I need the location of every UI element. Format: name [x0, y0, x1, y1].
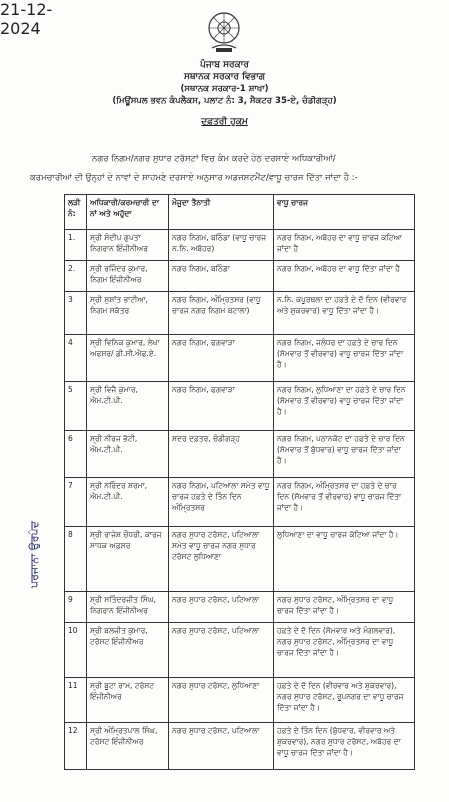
cell-posting: ਨਗਰ ਨਿਗਮ, ਬਠਿੰਡਾ (ਵਾਧੂ ਚਾਰਜ ਨ.ਨਿ. ਅਬੋਹਰ) — [169, 230, 274, 261]
cell-sr: 5 — [65, 382, 87, 431]
header-name-designation: ਅਧਿਕਾਰੀ/ਕਰਮਚਾਰੀ ਦਾ ਨਾਂ ਅਤੇ ਅਹੁੱਦਾ — [87, 195, 169, 230]
table-header-row — [65, 195, 415, 230]
margin-note-date-wrap — [0, 0, 60, 600]
table-row — [65, 478, 415, 527]
cell-charge: ਲੁਧਿਆਣਾ ਦਾ ਵਾਧੂ ਚਾਰਜ ਕੱਟਿਆ ਜਾਂਦਾ ਹੈ। — [274, 527, 415, 592]
cell-sr: 3 — [65, 292, 87, 335]
cell-charge: ਨ.ਨਿ. ਕਪੂਰਥਲਾ ਦਾ ਹਫ਼ਤੇ ਦੇ ਦੋ ਦਿਨ (ਵੀਰਵਾਰ ਅਤੇ ਸ਼ੁਕਰਵਾਰ) ਵਾਧੂ ਦਿੱਤਾ ਜਾਂਦਾ ਹੈ। — [274, 292, 415, 335]
cell-sr: 8 — [65, 527, 87, 592]
cell-posting: ਨਗਰ ਨਿਗਮ, ਫਗਵਾੜਾ — [169, 335, 274, 382]
table-row — [65, 431, 415, 478]
cell-name: ਸ੍ਰੀ ਨਰਿੰਦਰ ਸ਼ਰਮਾ, ਐਮ.ਟੀ.ਪੀ. — [87, 478, 169, 527]
cell-charge: ਨਗਰ ਨਿਗਮ, ਲੁਧਿਆਣਾ ਦਾ ਹਫ਼ਤੇ ਦੇ ਚਾਰ ਦਿਨ (ਸੋਮਵਾਰ ਤੋਂ ਵੀਰਵਾਰ) ਵਾਧੂ ਚਾਰਜ ਦਿੱਤਾ ਜਾਂਦਾ ਹੈ। — [274, 382, 415, 431]
cell-sr: 1. — [65, 230, 87, 261]
header-additional-charge: ਵਾਧੂ ਚਾਰਜ — [274, 195, 415, 230]
cell-charge: ਨਗਰ ਨਿਗਮ, ਪਠਾਨਕੋਟ ਦਾ ਹਫ਼ਤੇ ਦੇ ਚਾਰ ਦਿਨ (ਸੋਮਵਾਰ ਤੋਂ ਬੁੱਧਵਾਰ) ਵਾਧੂ ਚਾਰਜ ਦਿੱਤਾ ਜਾਂਦਾ ਹੈ। — [274, 431, 415, 478]
cell-charge: ਨਗਰ ਨਿਗਮ, ਜਲੰਧਰ ਦਾ ਹਫ਼ਤੇ ਦੇ ਚਾਰ ਦਿਨ (ਸੋਮਵਾਰ ਤੋਂ ਵੀਰਵਾਰ) ਵਾਧੂ ਚਾਰਜ ਦਿੱਤਾ ਜਾਂਦਾ ਹੈ। — [274, 335, 415, 382]
cell-posting: ਨਗਰ ਸੁਧਾਰ ਟਰੱਸਟ, ਪਟਿਆਲਾ ਸਮੇਤ ਵਾਧੂ ਚਾਰਜ ਨਗਰ ਸੁਧਾਰ ਟਰੱਸਟ ਲੁਧਿਆਣਾ — [169, 527, 274, 592]
table-row — [65, 261, 415, 292]
header-line-government: ਪੰਜਾਬ ਸਰਕਾਰ — [200, 60, 249, 70]
order-title — [0, 117, 449, 127]
cell-sr: 11 — [65, 678, 87, 723]
cell-posting: ਨਗਰ ਸੁਧਾਰ ਟਰੱਸਟ, ਲੁਧਿਆਣਾ — [169, 678, 274, 723]
cell-name: ਸ੍ਰੀ ਵਿਜੈ ਕੁਮਾਰ, ਐਮ.ਟੀ.ਪੀ. — [87, 382, 169, 431]
intro-line-2: ਕਰਮਚਾਰੀਆਂ ਦੀ ਉਨ੍ਹਾਂ ਦੇ ਨਾਵਾਂ ਦੇ ਸਾਹਮਣੇ ਦਰਸਾਏ ਅਨੁਸਾਰ ਅਡਜਸਟਮੈਂਟ/ਵਾਧੂ ਚਾਰਜ ਦਿੱਤਾ ਜਾਂਦਾ ਹੈ :- — [30, 173, 358, 183]
table-row — [65, 382, 415, 431]
cell-charge: ਹਫ਼ਤੇ ਦੇ ਦੋ ਦਿਨ (ਸੋਮਵਾਰ ਅਤੇ ਮੰਗਲਵਾਰ), ਨਗਰ ਸੁਧਾਰ ਟਰੱਸਟ, ਅੰਮ੍ਰਿਤਸਰ ਦਾ ਵਾਧੂ ਚਾਰਜ ਦਿੱਤਾ ਜਾਂਦਾ ਹੈ। — [274, 623, 415, 678]
cell-name: ਸ੍ਰੀ ਸੰਦੀਪ ਗੁਪਤਾ ਨਿਗਰਾਨ ਇੰਜੀਨੀਅਰ — [87, 230, 169, 261]
cell-sr: 2. — [65, 261, 87, 292]
cell-charge: ਹਫ਼ਤੇ ਦੇ ਤਿੰਨ ਦਿਨ (ਬੁੱਧਵਾਰ, ਵੀਰਵਾਰ ਅਤੇ ਸ਼ੁਕਰਵਾਰ), ਨਗਰ ਸੁਧਾਰ ਟਰੱਸਟ, ਅਬੋਹਰ ਦਾ ਵਾਧੂ ਚਾਰਜ ਦਿੱਤਾ ਜਾਂਦਾ ਹੈ। — [274, 723, 415, 770]
table-row — [65, 527, 415, 592]
table-row — [65, 292, 415, 335]
cell-sr: 12 — [65, 723, 87, 770]
table-row — [65, 230, 415, 261]
cell-name: ਸ੍ਰੀ ਨੀਰਜ ਭੱਟੀ, ਐਮ.ਟੀ.ਪੀ. — [87, 431, 169, 478]
cell-charge: ਹਫ਼ਤੇ ਦੇ ਦੋ ਦਿਨ (ਵੀਰਵਾਰ ਅਤੇ ਸ਼ੁਕਰਵਾਰ), ਨਗਰ ਸੁਧਾਰ ਟਰੱਸਟ, ਰੂਪਨਗਰ ਦਾ ਵਾਧੂ ਚਾਰਜ ਦਿੱਤਾ ਜਾਂਦਾ ਹੈ। — [274, 678, 415, 723]
cell-charge: ਨਗਰ ਨਿਗਮ, ਅਬੋਹਰ ਦਾ ਵਾਧੂ ਦਿੱਤਾ ਜਾਂਦਾ ਹੈ — [274, 261, 415, 292]
cell-sr: 9 — [65, 592, 87, 623]
cell-posting: ਸਦਰ ਦਫ਼ਤਰ, ਚੰਡੀਗੜ੍ਹ — [169, 431, 274, 478]
cell-sr: 10 — [65, 623, 87, 678]
cell-sr: 7 — [65, 478, 87, 527]
cell-sr: 6 — [65, 431, 87, 478]
cell-charge: ਨਗਰ ਸੁਧਾਰ ਟਰੱਸਟ, ਅੰਮ੍ਰਿਤਸਰ ਦਾ ਵਾਧੂ ਚਾਰਜ ਦਿੱਤਾ ਜਾਂਦਾ ਹੈ। — [274, 592, 415, 623]
cell-name: ਸ੍ਰੀ ਵਿਨਿਕ ਕੁਮਾਰ, ਲੇਖਾ ਅਫਸਰ/ ਡੀ.ਸੀ.ਐਫ.ਏ. — [87, 335, 169, 382]
table-row — [65, 723, 415, 770]
table-row — [65, 335, 415, 382]
cell-posting: ਨਗਰ ਨਿਗਮ, ਫਗਵਾੜਾ — [169, 382, 274, 431]
cell-name: ਸ੍ਰੀ ਬਲਜੀਤ ਕੁਮਾਰ, ਟਰੱਸਟ ਇੰਜੀਨੀਅਰ — [87, 623, 169, 678]
cell-name: ਸ੍ਰੀ ਸੁਸ਼ਾਂਤ ਭਾਟੀਆ, ਨਿਗਮ ਸਕੱਤਰ — [87, 292, 169, 335]
cell-charge: ਨਗਰ ਨਿਗਮ, ਅੰਮ੍ਰਿਤਸਰ ਦਾ ਹਫ਼ਤੇ ਦੇ ਚਾਰ ਦਿਨ (ਸੋਮਵਾਰ ਤੋਂ ਵੀਰਵਾਰ) ਵਾਧੂ ਚਾਰਜ ਦਿੱਤਾ ਜਾਂਦਾ ਹੈ। — [274, 478, 415, 527]
margin-note-date: 21-12-2024 — [0, 0, 53, 38]
header-present-posting: ਮੌਜੂਦਾ ਤੈਨਾਤੀ — [169, 195, 274, 230]
cell-posting: ਨਗਰ ਸੁਧਾਰ ਟਰੱਸਟ, ਪਟਿਆਲਾ — [169, 592, 274, 623]
cell-name: ਸ੍ਰੀ ਰਜਿੰਦਰ ਕੁਮਾਰ, ਨਿਗਮ ਇੰਜੀਨੀਅਰ — [87, 261, 169, 292]
cell-charge: ਨਗਰ ਨਿਗਮ, ਅਬੋਹਰ ਦਾ ਵਾਧੂ ਚਾਰਜ ਕਟਿਆ ਜਾਂਦਾ ਹੈ — [274, 230, 415, 261]
cell-posting: ਨਗਰ ਸੁਧਾਰ ਟਰੱਸਟ, ਪਟਿਆਲਾ — [169, 723, 274, 770]
table-row — [65, 623, 415, 678]
cell-posting: ਨਗਰ ਨਿਗਮ, ਅੰਮ੍ਰਿਤਸਰ (ਵਾਧੂ ਚਾਰਜ ਨਗਰ ਨਿਗਮ ਬਟਾਲਾ) — [169, 292, 274, 335]
cell-name: ਸ੍ਰੀ ਬੂਟਾ ਰਾਮ, ਟਰੱਸਟ ਇੰਜੀਨੀਅਰ — [87, 678, 169, 723]
cell-posting: ਨਗਰ ਨਿਗਮ, ਪਟਿਆਲਾ ਸਮੇਤ ਵਾਧੂ ਚਾਰਜ ਹਫ਼ਤੇ ਦੇ ਤਿੰਨ ਦਿਨ ਅੰਮ੍ਰਿਤਸਰ — [169, 478, 274, 527]
cell-posting: ਨਗਰ ਸੁਧਾਰ ਟਰੱਸਟ, ਪਟਿਆਲਾ — [169, 623, 274, 678]
header-line-address: (ਮਿਊਂਸਪਲ ਭਵਨ ਕੰਪਲੈਕਸ, ਪਲਾਟ ਨੰ: 3, ਸੈਕਟਰ 35-ਏ, ਚੰਡੀਗੜ੍ਹ) — [112, 96, 337, 106]
margin-note-text: ਪਰਜਾਨਾ ਉਰਪੰਦ — [28, 521, 41, 588]
cell-name: ਸ੍ਰੀ ਸਤਿੰਦਰਜੀਤ ਸਿੰਘ, ਨਿਗਰਾਨ ਇੰਜੀਨੀਅਰ — [87, 592, 169, 623]
table-row — [65, 592, 415, 623]
table-row — [65, 678, 415, 723]
cell-sr: 4 — [65, 335, 87, 382]
cell-posting: ਨਗਰ ਨਿਗਮ, ਬਠਿੰਡਾ — [169, 261, 274, 292]
cell-name: ਸ੍ਰੀ ਰਾਜੇਸ਼ ਚੌਧਰੀ, ਕਾਰਜ ਸਾਧਕ ਅਫ਼ਸਰ — [87, 527, 169, 592]
intro-line-1: ਨਗਰ ਨਿਗਮ/ਨਗਰ ਸੁਧਾਰ ਟਰੱਸਟਾਂ ਵਿਚ ਕੰਮ ਕਰਦੇ ਹੇਠ ਦਰਸਾਏ ਅਧਿਕਾਰੀਆਂ/ — [92, 154, 336, 164]
header-line-department: ਸਥਾਨਕ ਸਰਕਾਰ ਵਿਭਾਗ — [183, 72, 266, 82]
cell-name: ਸ੍ਰੀ ਅੰਮ੍ਰਿਤਪਾਲ ਸਿੰਘ, ਟਰੱਸਟ ਇੰਜੀਨੀਅਰ — [87, 723, 169, 770]
state-emblem-icon — [202, 8, 246, 54]
header-line-branch: (ਸਥਾਨਕ ਸਰਕਾਰ-1 ਸ਼ਾਖਾ) — [180, 84, 269, 94]
order-title-text: ਦਫ਼ਤਰੀ ਹੁਕਮ — [201, 117, 248, 127]
adjustment-table — [64, 194, 415, 770]
header-sr-no: ਲੜੀ ਨੰ: — [65, 195, 87, 230]
